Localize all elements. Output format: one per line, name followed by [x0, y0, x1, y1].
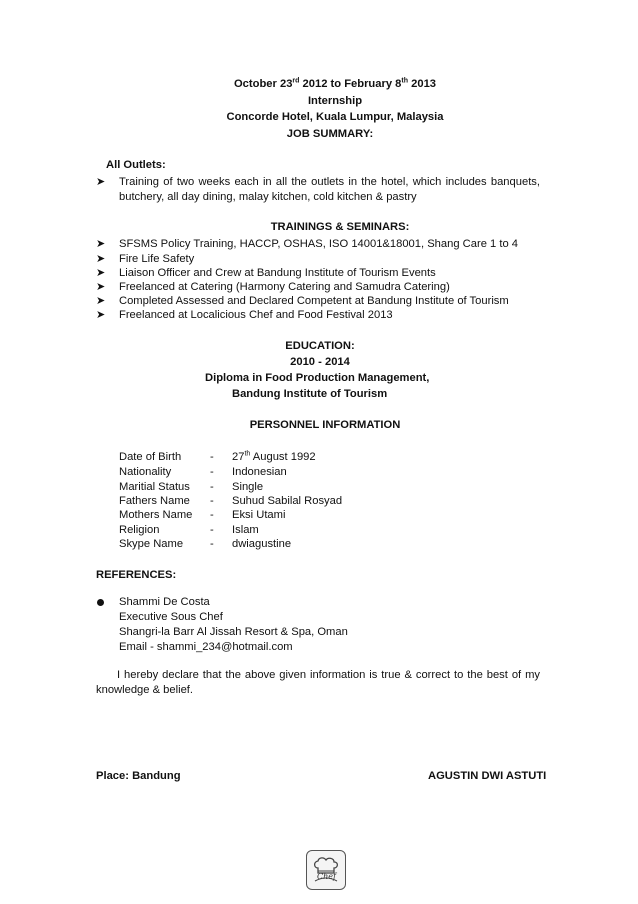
reference-email: Email - shammi_234@hotmail.com — [119, 641, 293, 653]
bullet-arrow-icon: ➤ — [96, 281, 106, 293]
list-item: Freelanced at Catering (Harmony Catering and Samudra Catering) — [119, 281, 450, 293]
outlets-item-line1: Training of two weeks each in all the outlets in the hotel, which includes banquets, — [119, 176, 540, 188]
date-end-suffix: th — [401, 77, 409, 85]
declaration-line2: knowledge & belief. — [96, 684, 194, 696]
field-value: dwiagustine — [232, 538, 292, 550]
education-years: 2010 - 2014 — [290, 356, 350, 368]
outlets-heading: All Outlets: — [106, 159, 166, 171]
chef-hat-icon — [307, 851, 345, 889]
logo-text: Chef — [317, 872, 336, 881]
employer-name: Concorde Hotel, Kuala Lumpur, Malaysia — [226, 111, 444, 123]
dob-day: 27 — [232, 451, 245, 463]
field-label: Fathers Name — [119, 495, 190, 507]
field-separator: - — [210, 524, 214, 536]
bullet-arrow-icon: ➤ — [96, 295, 106, 307]
field-separator: - — [210, 509, 214, 521]
field-label: Mothers Name — [119, 509, 193, 521]
education-heading: EDUCATION: — [285, 340, 355, 352]
references-heading: REFERENCES: — [96, 569, 177, 581]
signature-name: AGUSTIN DWI ASTUTI — [428, 770, 547, 782]
list-item: SFSMS Policy Training, HACCP, OSHAS, ISO 14001&18001, Shang Care 1 to 4 — [119, 238, 519, 250]
position-title: Internship — [307, 95, 363, 107]
reference-name: Shammi De Costa — [119, 596, 210, 608]
field-separator: - — [210, 538, 214, 550]
bullet-dot-icon — [97, 599, 104, 606]
field-label: Date of Birth — [119, 451, 182, 463]
outlets-item-line2: butchery, all day dining, malay kitchen, cold kitchen & pastry — [119, 191, 417, 203]
field-value: Eksi Utami — [232, 509, 286, 521]
chef-logo — [306, 850, 346, 890]
field-value: Single — [232, 481, 264, 493]
reference-title: Executive Sous Chef — [119, 611, 223, 623]
field-separator: - — [210, 481, 214, 493]
field-label: Skype Name — [119, 538, 184, 550]
trainings-heading: TRAININGS & SEMINARS: — [270, 221, 410, 233]
field-label: Maritial Status — [119, 481, 190, 493]
field-value: Suhud Sabilal Rosyad — [232, 495, 343, 507]
date-start: October 23 — [233, 78, 293, 90]
bullet-arrow-icon: ➤ — [96, 176, 106, 188]
date-middle: 2012 to February 8 — [299, 78, 402, 90]
field-value: Islam — [232, 524, 259, 536]
personnel-heading: PERSONNEL INFORMATION — [249, 419, 401, 431]
date-range — [200, 77, 470, 91]
field-separator: - — [210, 495, 214, 507]
bullet-arrow-icon: ➤ — [96, 238, 106, 250]
education-institution: Bandung Institute of Tourism — [232, 388, 388, 400]
list-item: Completed Assessed and Declared Competent at Bandung Institute of Tourism — [119, 295, 509, 307]
field-label: Nationality — [119, 466, 172, 478]
education-degree: Diploma in Food Production Management, — [205, 372, 430, 384]
dob-month-year: August 1992 — [250, 451, 316, 463]
declaration-line1: I hereby declare that the above given information is true & correct to the best of my — [117, 669, 540, 681]
field-value: Indonesian — [232, 466, 287, 478]
list-item: Freelanced at Localicious Chef and Food Festival 2013 — [119, 309, 393, 321]
bullet-arrow-icon: ➤ — [96, 309, 106, 321]
reference-company: Shangri-la Barr Al Jissah Resort & Spa, Oman — [119, 626, 348, 638]
date-start-suffix: rd — [292, 77, 300, 85]
list-item: Liaison Officer and Crew at Bandung Institute of Tourism Events — [119, 267, 436, 279]
bullet-arrow-icon: ➤ — [96, 267, 106, 279]
field-label: Religion — [119, 524, 160, 536]
field-separator: - — [210, 451, 214, 463]
dob-day-suffix: th — [244, 450, 251, 458]
date-end-year: 2013 — [408, 78, 437, 90]
place-label: Place: Bandung — [96, 770, 181, 782]
field-value — [232, 450, 316, 464]
field-separator: - — [210, 466, 214, 478]
list-item: Fire Life Safety — [119, 253, 195, 265]
job-summary-title: JOB SUMMARY: — [286, 128, 374, 140]
bullet-arrow-icon: ➤ — [96, 253, 106, 265]
